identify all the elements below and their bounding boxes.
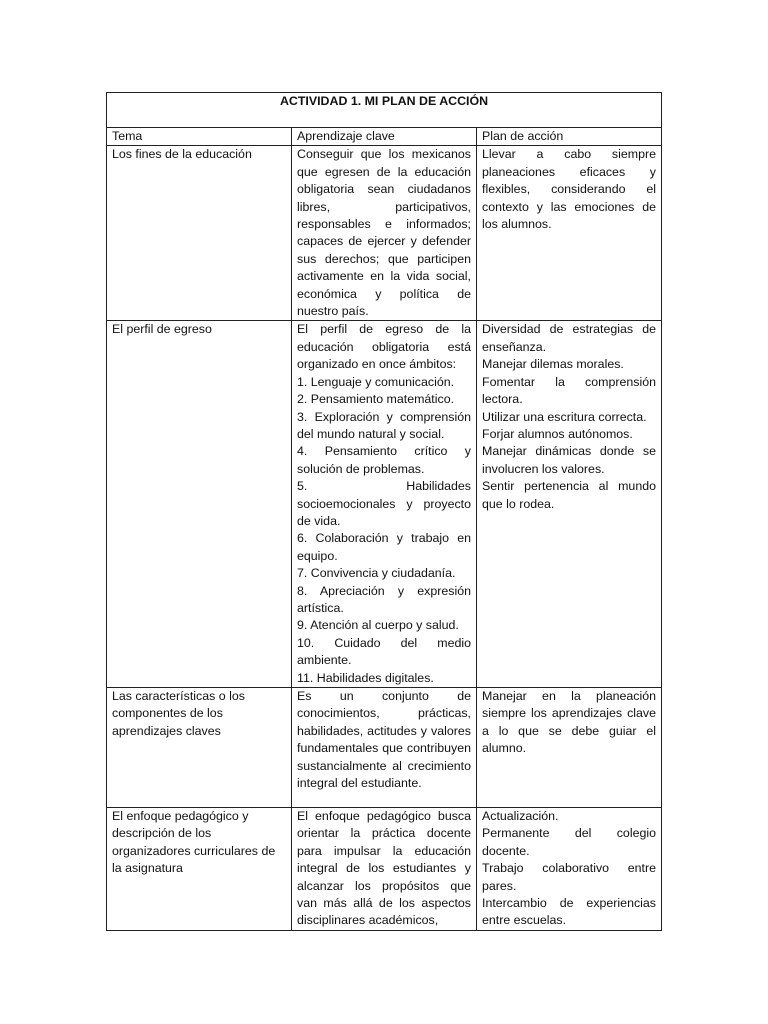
list-item: Utilizar una escritura correcta. — [482, 409, 647, 424]
table-row — [107, 321, 662, 688]
list-item: 1. Lenguaje y comunicación. — [297, 374, 455, 389]
list-item: Trabajo colaborativo entre pares. — [482, 861, 656, 893]
cell-aprendizaje: El enfoque pedagógico busca orientar la práctica docente para impulsar la educación integral de los estudiantes y alcanzar los propósitos que van más allá de los aspectos disciplinares académicos, — [292, 808, 477, 931]
cell-plan: Manejar en la planeación siempre los aprendizajes clave a lo que se debe guiar el alumno. — [477, 688, 662, 808]
cell-tema: El perfil de egreso — [107, 321, 292, 688]
list-item: 9. Atención al cuerpo y salud. — [297, 618, 459, 633]
cell-plan: Llevar a cabo siempre planeaciones eficaces y flexibles, considerando el contexto y las emociones de los alumnos. — [477, 146, 662, 321]
cell-aprendizaje: Es un conjunto de conocimientos, prácticas, habilidades, actitudes y valores fundamentales que contribuyen sustancialmente al crecimiento integral del estudiante. — [292, 688, 477, 808]
list-item: Forjar alumnos autónomos. — [482, 426, 633, 441]
list-item: 2. Pensamiento matemático. — [297, 392, 455, 407]
cell-tema: Los fines de la educación — [107, 146, 292, 321]
table-title: ACTIVIDAD 1. MI PLAN DE ACCIÓN — [107, 93, 662, 128]
list-item: Fomentar la comprensión lectora. — [482, 374, 656, 407]
list-item: 4. Pensamiento crítico y solución de problemas. — [297, 444, 471, 476]
header-plan: Plan de acción — [477, 128, 662, 146]
cell-tema: El enfoque pedagógico y descripción de los organizadores curriculares de la asignatura — [107, 808, 292, 931]
table-row — [107, 688, 662, 808]
list-item: 5. Habilidades socioemocionales y proyecto de vida. — [297, 479, 471, 528]
list-item: Permanente del colegio docente. — [482, 826, 656, 858]
list-item: Sentir pertenencia al mundo que lo rodea. — [482, 479, 656, 511]
title-row — [107, 93, 662, 128]
cell-aprendizaje — [292, 321, 477, 688]
list-item: Intercambio de experiencias entre escuelas. — [482, 896, 656, 928]
cell-plan — [477, 808, 662, 931]
list-item: Manejar dinámicas donde se involucren los valores. — [482, 444, 656, 476]
table-row — [107, 146, 662, 321]
list-item: 8. Apreciación y expresión artística. — [297, 583, 471, 615]
list-item: Manejar dilemas morales. — [482, 357, 624, 372]
list-item: Actualización. — [482, 809, 559, 823]
aprendizaje-intro: El perfil de egreso de la educación obligatoria está organizado en once ámbitos: — [297, 322, 471, 372]
table-row — [107, 808, 662, 931]
action-plan-table — [106, 92, 662, 931]
list-item: 10. Cuidado del medio ambiente. — [297, 635, 471, 668]
cell-tema: Las características o los componentes de los aprendizajes claves — [107, 688, 292, 808]
header-tema: Tema — [107, 128, 292, 146]
list-item: Diversidad de estrategias de enseñanza. — [482, 322, 656, 354]
cell-plan — [477, 321, 662, 688]
list-item: 7. Convivencia y ciudadanía. — [297, 566, 456, 581]
header-aprendizaje: Aprendizaje clave — [292, 128, 477, 146]
list-item: 6. Colaboración y trabajo en equipo. — [297, 531, 471, 563]
list-item: 3. Exploración y comprensión del mundo natural y social. — [297, 409, 471, 441]
header-row — [107, 128, 662, 146]
cell-aprendizaje: Conseguir que los mexicanos que egresen de la educación obligatoria sean ciudadanos libres, participativos, responsables e informados; capaces de ejercer y defender sus derechos; que participen activamente en la vida social, económica y política de nuestro país. — [292, 146, 477, 321]
list-item: 11. Habilidades digitales. — [297, 670, 434, 685]
